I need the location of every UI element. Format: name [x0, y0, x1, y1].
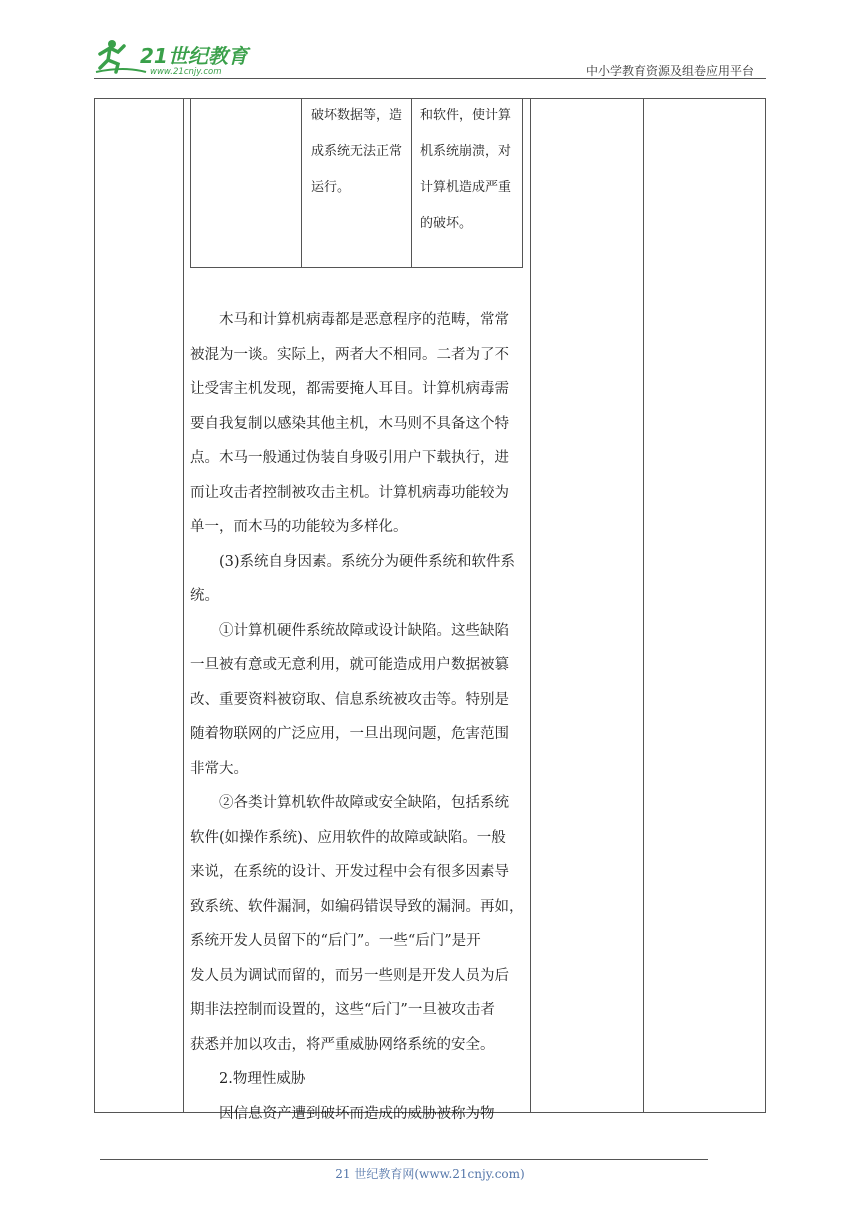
body-text — [190, 303, 525, 1131]
table-col-divider — [643, 99, 644, 1112]
paragraph-hardware-defects: ①计算机硬件系统故障或设计缺陷。这些缺陷 一旦被有意或无意利用，就可能造成用户数据被篡 改、重要资料被窃取、信息系统被攻击等。特别是 随着物联网的广泛应用，一旦出现问题，危害范围 非常大。 — [190, 622, 509, 777]
cell-line: 和软件，使计算 — [420, 108, 512, 123]
logo-main-text: 21世纪教育 — [140, 44, 248, 68]
paragraph-system-factors: (3)系统自身因素。系统分为硬件系统和软件系 统。 — [190, 553, 516, 604]
inner-cell-col3 — [420, 98, 520, 242]
comparison-table — [190, 98, 523, 268]
runner-icon — [96, 40, 146, 72]
header-divider — [94, 78, 766, 79]
platform-title: 中小学教育资源及组卷应用平台 — [585, 64, 754, 78]
inner-col-divider — [301, 98, 302, 267]
footer-link[interactable]: 21 世纪教育网(www.21cnjy.com) — [335, 1167, 525, 1181]
cell-line: 计算机造成严重 — [420, 180, 512, 195]
cell-line: 成系统无法正常 — [311, 144, 403, 159]
section-heading-physical-threat: 2.物理性威胁 — [219, 1071, 306, 1087]
table-col-divider — [530, 99, 531, 1112]
paragraph-physical-threat: 因信息资产遭到破坏而造成的威胁被称为物 — [219, 1105, 495, 1122]
site-logo — [94, 36, 264, 78]
logo-url-text: www.21cnjy.com — [150, 67, 222, 77]
footer-divider — [100, 1159, 708, 1160]
cell-line: 破坏数据等，造 — [311, 108, 403, 123]
cell-line: 机系统崩溃，对 — [420, 144, 512, 159]
cell-line: 运行。 — [311, 180, 351, 195]
inner-cell-col2 — [311, 98, 411, 206]
inner-col-divider — [411, 98, 412, 267]
table-col-divider — [183, 99, 184, 1112]
paragraph-software-defects: ②各类计算机软件故障或安全缺陷，包括系统 软件(如操作系统)、应用软件的故障或缺陷。一般 来说，在系统的设计、开发过程中会有很多因素导 致系统、软件漏洞，如编码错误导致的漏洞。再如， 系统开发人员留下的“后门”。一些“后门”是开 发人员为调试而留的，而另一些则是开发人员为后 期非法控制而设置的，这些“后门”一旦被攻击者 获悉并加以攻击，将严重威胁网络系统的安全。 — [190, 795, 524, 1053]
paragraph-trojan-vs-virus: 木马和计算机病毒都是恶意程序的范畴，常常 被混为一谈。实际上，两者大不相同。二者为了不 让受害主机发现，都需要掩人耳目。计算机病毒需 要自我复制以感染其他主机，木马则不具备这个特 点。木马一般通过伪装自身吸引用户下载执行，进 而让攻击者控制被攻击主机。计算机病毒功能较为 单一，而木马的功能较为多样化。 — [190, 312, 509, 535]
cell-line: 的破坏。 — [420, 216, 473, 231]
